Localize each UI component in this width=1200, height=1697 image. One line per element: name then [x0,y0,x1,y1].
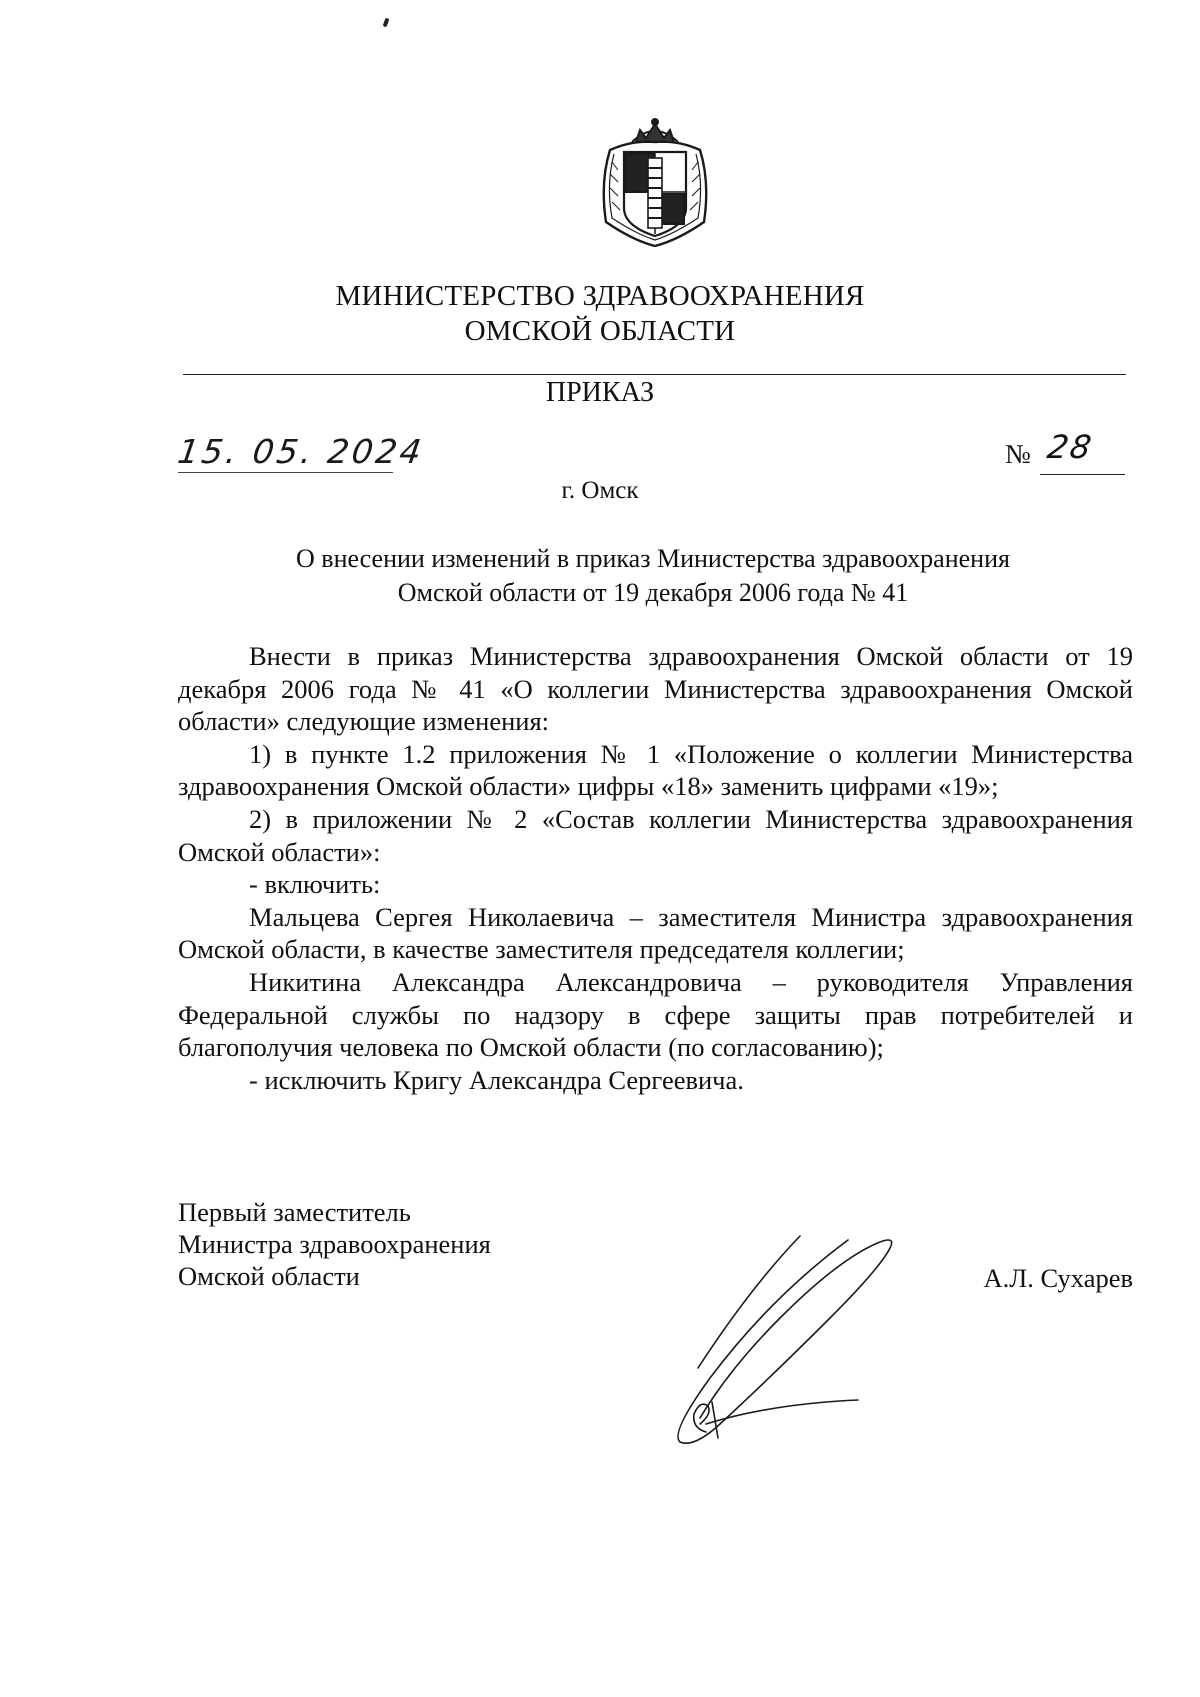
subject-line2: Омской области от 19 декабря 2006 года № 41 [397,578,909,607]
ministry-name-line1: МИНИСТЕРСТВО ЗДРАВООХРАНЕНИЯ [335,280,865,312]
position-line1: Первый заместитель [178,1197,411,1227]
coat-of-arms-icon [592,112,718,250]
position-line2: Министра здравоохранения [178,1229,491,1259]
scan-speck [383,18,390,28]
body-paragraph: Никитина Александра Александровича – руководителя Управления Федеральной службы по надзору в сфере защиты прав потребителей и благополучия человека по Омской области (по согласованию); [178,966,1133,1063]
body-paragraph: Внести в приказ Министерства здравоохранения Омской области от 19 декабря 2006 года № 41 «О коллегии Министерства здравоохранения Омской области» следующие изменения: [178,641,1133,737]
body-paragraph: - исключить Кригу Александра Сергеевича. [249,1064,744,1095]
body-paragraph: Мальцева Сергея Николаевича – заместителя Министра здравоохранения Омской области, в качестве заместителя председателя коллегии; [178,901,1133,965]
city: г. Омск [561,477,639,504]
handwritten-number: 28 [1044,428,1097,466]
signer-name: А.Л. Сухарев [983,1263,1133,1293]
handwritten-date: 15. 05. 2024 [175,432,427,471]
number-underline [1040,474,1125,475]
position-line3: Омской области [178,1261,360,1291]
handwritten-signature-icon [650,1228,900,1458]
subject-line1: О внесении изменений в приказ Министерства здравоохранения [296,544,1010,573]
date-underline [178,472,393,473]
body-paragraph: 1) в пункте 1.2 приложения № 1 «Положение о коллегии Министерства здравоохранения Омской области» цифры «18» заменить цифрами «19»; [178,738,1133,802]
order-body [178,640,1133,1096]
ministry-name-line2: ОМСКОЙ ОБЛАСТИ [464,315,736,347]
signer-position [178,1196,491,1292]
number-label: № [1005,439,1031,469]
body-paragraph: - включить: [249,869,381,900]
document-type: ПРИКАЗ [545,377,655,408]
body-paragraph: 2) в приложении № 2 «Состав коллегии Министерства здравоохранения Омской области»: [178,803,1133,867]
